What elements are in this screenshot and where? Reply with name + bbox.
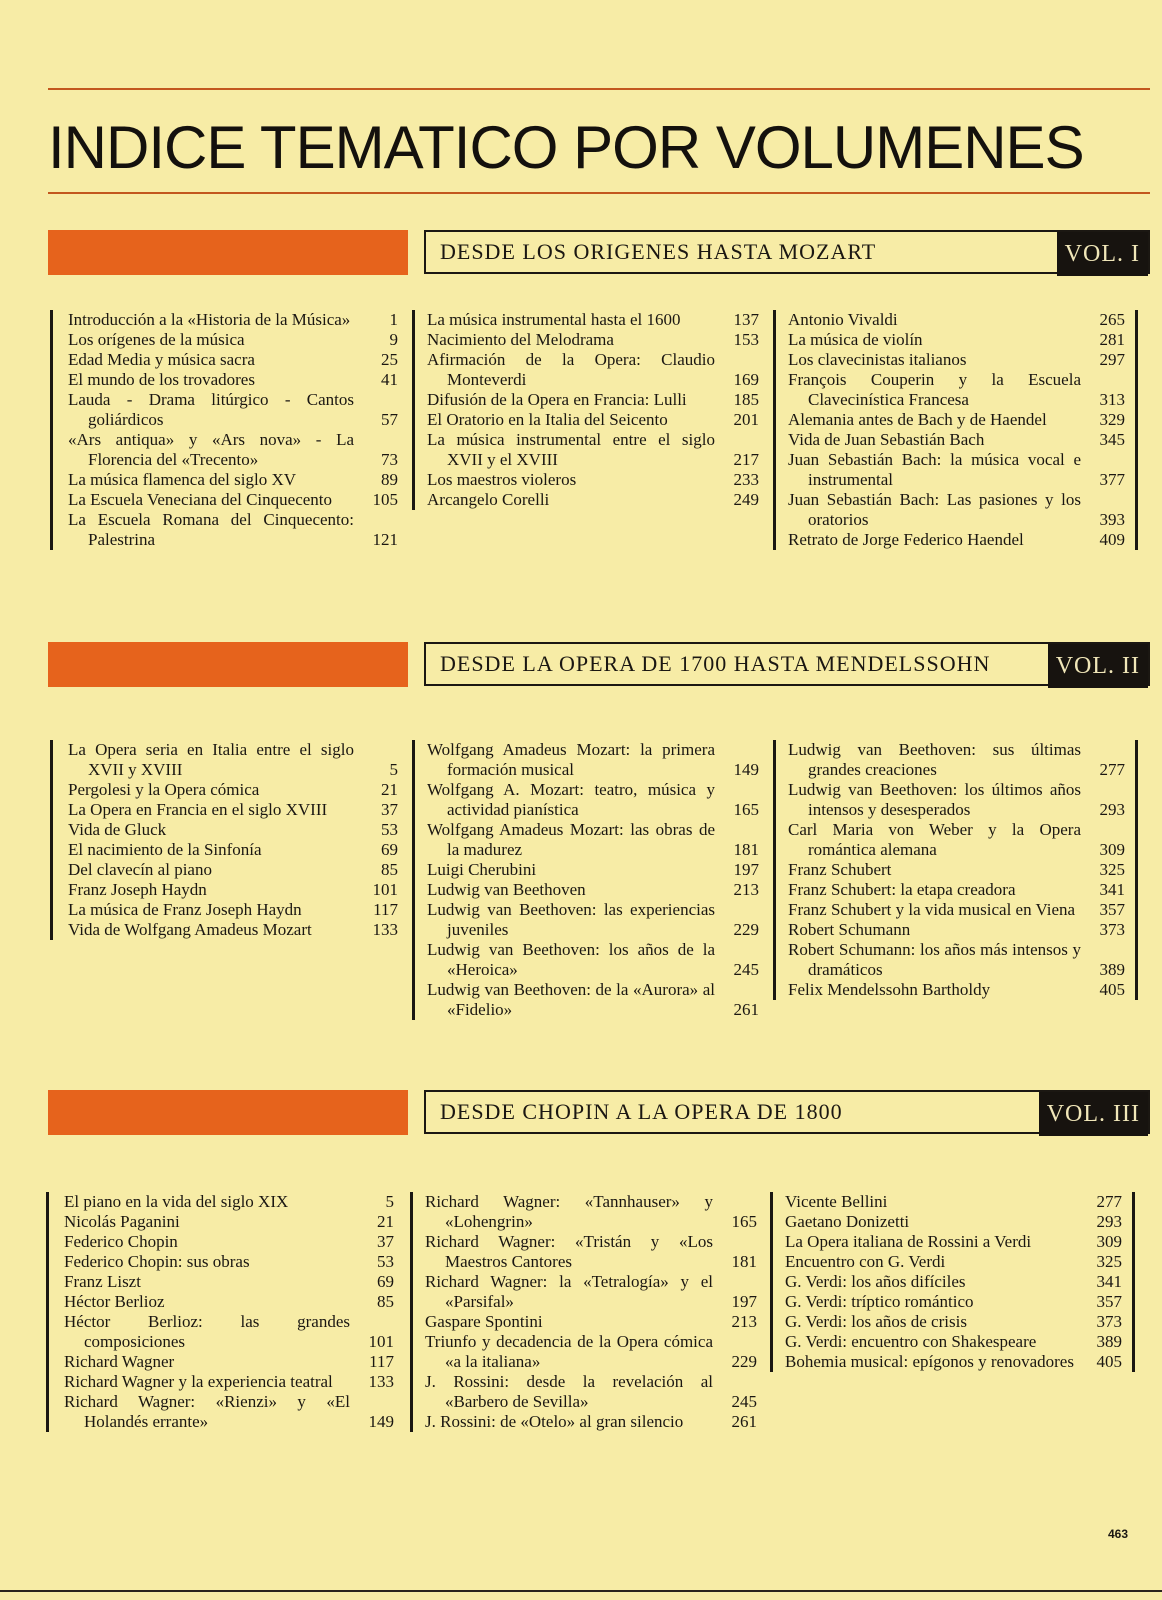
entry-title: Federico Chopin: sus obras (64, 1252, 250, 1271)
index-entry (68, 880, 398, 900)
index-entry (788, 740, 1125, 780)
entry-title: La Opera en Francia en el siglo XVIII (68, 800, 328, 819)
entry-title: G. Verdi: encuentro con Shakespeare (785, 1332, 1037, 1351)
entry-title: Vida de Juan Sebastián Bach (788, 430, 985, 449)
index-entry (68, 310, 398, 330)
volume-2-column-2 (412, 740, 759, 1020)
index-entry (64, 1392, 394, 1432)
entry-title: Luigi Cherubini (427, 860, 537, 879)
entry-page-number: 229 (733, 920, 759, 939)
entry-title: Ludwig van Beethoven: de la «Aurora» al «Fidelio» (427, 980, 715, 1019)
entry-title: Gaetano Donizetti (785, 1212, 910, 1231)
page-number: 463 (1107, 1527, 1128, 1541)
entry-title: Encuentro con G. Verdi (785, 1252, 946, 1271)
entry-title: Los orígenes de la música (68, 330, 245, 349)
top-rule (48, 88, 1150, 90)
entry-page-number: 181 (731, 1252, 757, 1271)
index-entry (788, 920, 1125, 940)
entry-title: G. Verdi: los años de crisis (785, 1312, 967, 1331)
index-entry (788, 410, 1125, 430)
volume-1-column-2 (412, 310, 759, 510)
entry-title: Del clavecín al piano (68, 860, 212, 879)
index-entry (68, 740, 398, 780)
volume-2-column-3 (773, 740, 1138, 1000)
entry-page-number: 133 (372, 920, 398, 939)
entry-title: Pergolesi y la Opera cómica (68, 780, 260, 799)
index-entry (788, 940, 1125, 980)
entry-page-number: 85 (381, 860, 398, 879)
entry-title: Héctor Berlioz: las grandes composiciones (64, 1312, 350, 1351)
entry-title: Robert Schumann: los años más intensos y dramáticos (788, 940, 1081, 979)
entry-page-number: 21 (377, 1212, 394, 1231)
entry-title: Richard Wagner: la «Tetralogía» y el «Parsifal» (425, 1272, 713, 1311)
index-entry (788, 780, 1125, 820)
entry-title: Antonio Vivaldi (788, 310, 898, 329)
entry-page-number: 153 (733, 330, 759, 349)
index-entry (68, 920, 398, 940)
entry-title: El nacimiento de la Sinfonía (68, 840, 262, 859)
entry-title: La Escuela Romana del Cinquecento: Palestrina (68, 510, 354, 549)
index-entry (425, 1412, 757, 1432)
entry-title: Juan Sebastián Bach: la música vocal e instrumental (788, 450, 1081, 489)
entry-title: Franz Schubert y la vida musical en Viena (788, 900, 1076, 919)
index-entry (788, 370, 1125, 410)
title-rule (48, 192, 1150, 194)
entry-page-number: 165 (733, 800, 759, 819)
volume-title (424, 1090, 1150, 1134)
entry-title: «Ars antiqua» y «Ars nova» - La Florencia del «Trecento» (68, 430, 354, 469)
index-entry (788, 980, 1125, 1000)
entry-title: Arcangelo Corelli (427, 490, 550, 509)
index-entry (64, 1192, 394, 1212)
entry-title: Vida de Gluck (68, 820, 167, 839)
volume-tag: VOL. I (1057, 232, 1148, 276)
entry-page-number: 281 (1099, 330, 1125, 349)
index-entry (427, 880, 759, 900)
index-entry (427, 980, 759, 1020)
entry-title: Richard Wagner: «Rienzi» y «El Holandés errante» (64, 1392, 350, 1431)
entry-page-number: 25 (381, 350, 398, 369)
entry-page-number: 405 (1096, 1352, 1122, 1371)
entry-page-number: 341 (1096, 1272, 1122, 1291)
entry-title: Franz Joseph Haydn (68, 880, 207, 899)
index-entry (427, 390, 759, 410)
index-entry (68, 900, 398, 920)
entry-page-number: 357 (1096, 1292, 1122, 1311)
entry-page-number: 377 (1099, 470, 1125, 489)
index-entry (68, 860, 398, 880)
index-entry (68, 800, 398, 820)
entry-page-number: 197 (731, 1292, 757, 1311)
index-entry (427, 900, 759, 940)
index-entry (68, 330, 398, 350)
entry-title: Franz Schubert: la etapa creadora (788, 880, 1016, 899)
index-entry (785, 1212, 1122, 1232)
volume-tag: VOL. III (1039, 1092, 1148, 1136)
entry-page-number: 293 (1099, 800, 1125, 819)
entry-page-number: 5 (385, 1192, 394, 1211)
entry-title: La música de Franz Joseph Haydn (68, 900, 302, 919)
index-entry (425, 1232, 757, 1272)
entry-title: Franz Liszt (64, 1272, 141, 1291)
index-entry (788, 430, 1125, 450)
entry-page-number: 233 (733, 470, 759, 489)
index-entry (427, 470, 759, 490)
volume-3-column-2 (410, 1192, 757, 1432)
entry-page-number: 201 (733, 410, 759, 429)
index-entry (427, 940, 759, 980)
entry-title: Alemania antes de Bach y de Haendel (788, 410, 1047, 429)
entry-page-number: 9 (389, 330, 398, 349)
entry-page-number: 261 (731, 1412, 757, 1431)
entry-title: Ludwig van Beethoven: los últimos años intensos y desesperados (788, 780, 1081, 819)
volume-header-2 (48, 642, 1150, 690)
index-entry (427, 310, 759, 330)
entry-title: Franz Schubert (788, 860, 892, 879)
index-entry (785, 1232, 1122, 1252)
index-entry (64, 1232, 394, 1252)
index-entry (427, 330, 759, 350)
entry-page-number: 1 (389, 310, 398, 329)
index-entry (427, 740, 759, 780)
entry-title: Ludwig van Beethoven (427, 880, 586, 899)
index-entry (425, 1272, 757, 1312)
entry-title: Héctor Berlioz (64, 1292, 165, 1311)
entry-title: Juan Sebastián Bach: Las pasiones y los oratorios (788, 490, 1081, 529)
entry-title: J. Rossini: desde la revelación al «Barbero de Sevilla» (425, 1372, 713, 1411)
entry-title: Triunfo y decadencia de la Opera cómica «a la italiana» (425, 1332, 713, 1371)
entry-page-number: 133 (368, 1372, 394, 1391)
entry-title: G. Verdi: tríptico romántico (785, 1292, 974, 1311)
volume-3-column-1 (46, 1192, 394, 1432)
index-entry (427, 350, 759, 390)
index-entry (427, 410, 759, 430)
entry-page-number: 329 (1099, 410, 1125, 429)
entry-title: El Oratorio en la Italia del Seicento (427, 410, 668, 429)
entry-page-number: 85 (377, 1292, 394, 1311)
index-entry (785, 1352, 1122, 1372)
entry-page-number: 309 (1096, 1232, 1122, 1251)
entry-page-number: 105 (372, 490, 398, 509)
index-entry (788, 530, 1125, 550)
entry-title: Wolfgang A. Mozart: teatro, música y actividad pianística (427, 780, 715, 819)
entry-page-number: 165 (731, 1212, 757, 1231)
volume-title-text: DESDE CHOPIN A LA OPERA DE 1800 (440, 1099, 843, 1124)
entry-title: Richard Wagner: «Tristán y «Los Maestros Cantores (425, 1232, 713, 1271)
entry-title: Introducción a la «Historia de la Música» (68, 310, 351, 329)
entry-title: Ludwig van Beethoven: las experiencias juveniles (427, 900, 715, 939)
volume-tag: VOL. II (1048, 644, 1148, 688)
volume-3-column-3 (770, 1192, 1135, 1372)
index-entry (68, 390, 398, 430)
entry-title: Nacimiento del Melodrama (427, 330, 614, 349)
entry-page-number: 213 (731, 1312, 757, 1331)
entry-title: Los clavecinistas italianos (788, 350, 967, 369)
entry-page-number: 373 (1099, 920, 1125, 939)
volume-1-column-3 (773, 310, 1138, 550)
entry-page-number: 405 (1099, 980, 1125, 999)
entry-title: Richard Wagner: «Tannhauser» y «Lohengrin» (425, 1192, 713, 1231)
accent-bar (48, 642, 408, 687)
entry-page-number: 293 (1096, 1212, 1122, 1231)
entry-page-number: 73 (381, 450, 398, 469)
entry-title: Afirmación de la Opera: Claudio Monteverdi (427, 350, 715, 389)
entry-page-number: 117 (373, 900, 398, 919)
entry-page-number: 53 (381, 820, 398, 839)
index-entry (425, 1312, 757, 1332)
volume-title (424, 230, 1150, 274)
index-entry (64, 1312, 394, 1352)
entry-page-number: 181 (733, 840, 759, 859)
entry-page-number: 277 (1099, 760, 1125, 779)
entry-title: Lauda - Drama litúrgico - Cantos goliárdicos (68, 390, 354, 429)
entry-page-number: 345 (1099, 430, 1125, 449)
entry-title: Difusión de la Opera en Francia: Lulli (427, 390, 687, 409)
index-entry (68, 780, 398, 800)
index-entry (788, 860, 1125, 880)
index-entry (788, 900, 1125, 920)
entry-title: Bohemia musical: epígonos y renovadores (785, 1352, 1074, 1371)
entry-page-number: 213 (733, 880, 759, 899)
entry-title: Gaspare Spontini (425, 1312, 543, 1331)
entry-page-number: 57 (381, 410, 398, 429)
entry-title: La música flamenca del siglo XV (68, 470, 297, 489)
index-entry (785, 1192, 1122, 1212)
index-entry (427, 860, 759, 880)
index-entry (425, 1372, 757, 1412)
entry-title: J. Rossini: de «Otelo» al gran silencio (425, 1412, 684, 1431)
volume-title-text: DESDE LA OPERA DE 1700 HASTA MENDELSSOHN (440, 651, 991, 676)
entry-title: Felix Mendelssohn Bartholdy (788, 980, 991, 999)
entry-page-number: 137 (733, 310, 759, 329)
index-entry (64, 1352, 394, 1372)
index-entry (68, 430, 398, 470)
entry-page-number: 69 (381, 840, 398, 859)
index-entry (785, 1272, 1122, 1292)
volume-1-column-1 (50, 310, 398, 550)
index-entry (64, 1372, 394, 1392)
entry-page-number: 21 (381, 780, 398, 799)
entry-page-number: 53 (377, 1252, 394, 1271)
entry-title: Ludwig van Beethoven: los años de la «Heroica» (427, 940, 715, 979)
entry-page-number: 69 (377, 1272, 394, 1291)
entry-page-number: 37 (381, 800, 398, 819)
entry-page-number: 149 (733, 760, 759, 779)
bottom-edge-line (0, 1590, 1162, 1592)
entry-title: Wolfgang Amadeus Mozart: la primera formación musical (427, 740, 715, 779)
entry-page-number: 185 (733, 390, 759, 409)
entry-page-number: 245 (731, 1392, 757, 1411)
entry-page-number: 41 (381, 370, 398, 389)
entry-page-number: 117 (369, 1352, 394, 1371)
entry-page-number: 101 (372, 880, 398, 899)
index-entry (788, 350, 1125, 370)
page-title: INDICE TEMATICO POR VOLUMENES (48, 114, 1084, 181)
index-entry (427, 820, 759, 860)
entry-title: La Opera seria en Italia entre el siglo XVII y XVIII (68, 740, 354, 779)
index-entry (64, 1212, 394, 1232)
accent-bar (48, 1090, 408, 1135)
entry-title: El piano en la vida del siglo XIX (64, 1192, 289, 1211)
entry-page-number: 169 (733, 370, 759, 389)
index-entry (785, 1332, 1122, 1352)
index-entry (68, 510, 398, 550)
index-entry (425, 1192, 757, 1232)
entry-page-number: 357 (1099, 900, 1125, 919)
index-entry (785, 1252, 1122, 1272)
entry-title: Vicente Bellini (785, 1192, 888, 1211)
entry-page-number: 261 (733, 1000, 759, 1019)
index-entry (788, 310, 1125, 330)
entry-page-number: 149 (368, 1412, 394, 1431)
index-entry (788, 450, 1125, 490)
index-entry (68, 470, 398, 490)
entry-page-number: 265 (1099, 310, 1125, 329)
entry-page-number: 37 (377, 1232, 394, 1251)
entry-title: Nicolás Paganini (64, 1212, 180, 1231)
entry-page-number: 389 (1096, 1332, 1122, 1351)
entry-page-number: 277 (1096, 1192, 1122, 1211)
volume-title (424, 642, 1150, 686)
index-entry (788, 820, 1125, 860)
accent-bar (48, 230, 408, 275)
entry-page-number: 249 (733, 490, 759, 509)
index-entry (427, 490, 759, 510)
entry-page-number: 245 (733, 960, 759, 979)
index-entry (788, 880, 1125, 900)
entry-page-number: 325 (1099, 860, 1125, 879)
volume-header-3 (48, 1090, 1150, 1138)
entry-page-number: 121 (372, 530, 398, 549)
entry-title: Federico Chopin (64, 1232, 178, 1251)
entry-title: La música de violín (788, 330, 923, 349)
entry-title: El mundo de los trovadores (68, 370, 255, 389)
entry-title: Robert Schumann (788, 920, 911, 939)
entry-page-number: 217 (733, 450, 759, 469)
index-entry (785, 1312, 1122, 1332)
index-entry (68, 490, 398, 510)
entry-page-number: 5 (389, 760, 398, 779)
volume-2-column-1 (50, 740, 398, 940)
entry-title: Retrato de Jorge Federico Haendel (788, 530, 1024, 549)
entry-title: Ludwig van Beethoven: sus últimas grandes creaciones (788, 740, 1081, 779)
entry-title: François Couperin y la Escuela Clavecinística Francesa (788, 370, 1081, 409)
entry-title: La música instrumental entre el siglo XVII y el XVIII (427, 430, 715, 469)
entry-page-number: 373 (1096, 1312, 1122, 1331)
entry-page-number: 101 (368, 1332, 394, 1351)
entry-title: Carl Maria von Weber y la Opera romántica alemana (788, 820, 1081, 859)
index-entry (425, 1332, 757, 1372)
entry-title: Edad Media y música sacra (68, 350, 255, 369)
index-entry (68, 350, 398, 370)
entry-title: Wolfgang Amadeus Mozart: las obras de la madurez (427, 820, 715, 859)
volume-header-1 (48, 230, 1150, 278)
entry-page-number: 229 (731, 1352, 757, 1371)
entry-page-number: 389 (1099, 960, 1125, 979)
index-entry (427, 780, 759, 820)
entry-title: La Escuela Veneciana del Cinquecento (68, 490, 333, 509)
index-entry (68, 370, 398, 390)
entry-page-number: 89 (381, 470, 398, 489)
index-entry (427, 430, 759, 470)
entry-title: La música instrumental hasta el 1600 (427, 310, 681, 329)
index-entry (68, 820, 398, 840)
index-entry (64, 1252, 394, 1272)
entry-title: Los maestros violeros (427, 470, 577, 489)
index-entry (788, 330, 1125, 350)
entry-page-number: 309 (1099, 840, 1125, 859)
entry-title: G. Verdi: los años difíciles (785, 1272, 966, 1291)
entry-page-number: 197 (733, 860, 759, 879)
entry-title: La Opera italiana de Rossini a Verdi (785, 1232, 1032, 1251)
entry-page-number: 313 (1099, 390, 1125, 409)
volume-title-text: DESDE LOS ORIGENES HASTA MOZART (440, 239, 877, 264)
entry-page-number: 341 (1099, 880, 1125, 899)
index-entry (788, 490, 1125, 530)
entry-title: Vida de Wolfgang Amadeus Mozart (68, 920, 312, 939)
entry-title: Richard Wagner y la experiencia teatral (64, 1372, 333, 1391)
entry-page-number: 325 (1096, 1252, 1122, 1271)
index-entry (64, 1292, 394, 1312)
index-entry (785, 1292, 1122, 1312)
index-entry (68, 840, 398, 860)
entry-title: Richard Wagner (64, 1352, 175, 1371)
index-entry (64, 1272, 394, 1292)
entry-page-number: 297 (1099, 350, 1125, 369)
entry-page-number: 393 (1099, 510, 1125, 529)
entry-page-number: 409 (1099, 530, 1125, 549)
